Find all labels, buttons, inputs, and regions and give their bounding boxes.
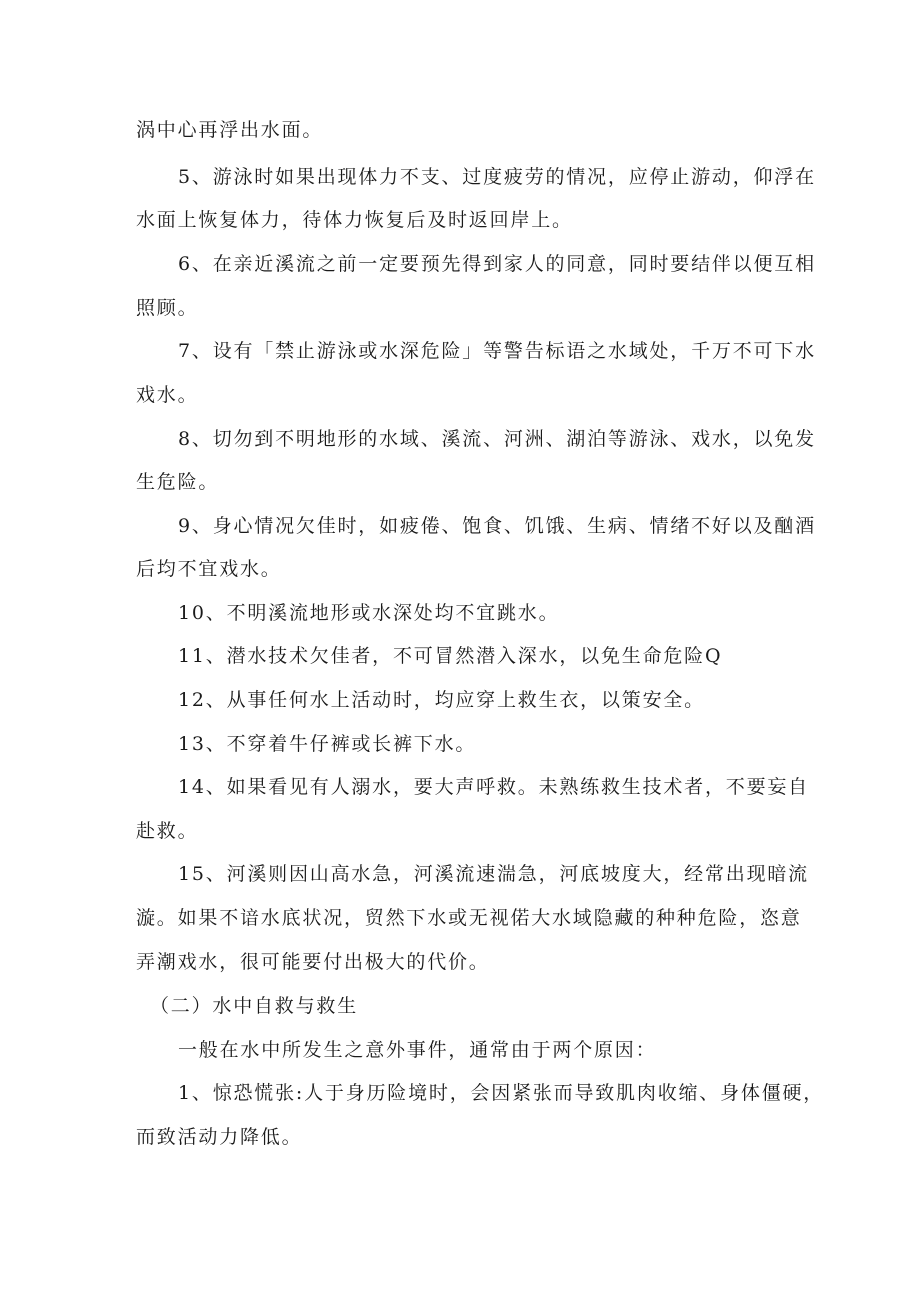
text-line: 后均不宜戏水。	[136, 558, 282, 580]
text-line: 9、身心情况欠佳时，如疲倦、饱食、饥饿、生病、情绪不好以及酗酒	[178, 515, 816, 537]
section-heading: （二）水中自救与救生	[150, 995, 359, 1017]
text-line: 而致活动力降低。	[136, 1126, 303, 1148]
text-line: 7、设有「禁止游泳或水深危险」等警告标语之水域处，千万不可下水	[178, 340, 816, 362]
text-line: 10、不明溪流地形或水深处均不宜跳水。	[178, 602, 560, 624]
text-line: 14、如果看见有人溺水，要大声呼救。未熟练救生技术者，不要妄自	[178, 776, 809, 798]
text-line: 15、河溪则因山高水急，河溪流速湍急，河底坡度大，经常出现暗流	[178, 863, 809, 885]
text-line: 照顾。	[136, 297, 199, 319]
text-line: 涡中心再浮出水面。	[136, 119, 324, 141]
text-line: 漩。如果不谙水底状况，贸然下水或无视偌大水域隐藏的种种危险，恣意	[136, 907, 802, 929]
text-line: 生危险。	[136, 471, 220, 493]
text-line: 13、不穿着牛仔裤或长裤下水。	[178, 733, 477, 755]
text-line: 1、惊恐慌张:人于身历险境时，会因紧张而导致肌肉收缩、身体僵硬，	[178, 1082, 825, 1104]
text-line: 赴救。	[136, 820, 199, 842]
text-line: 5、游泳时如果出现体力不支、过度疲劳的情况，应停止游动，仰浮在	[178, 166, 816, 188]
text-line: 戏水。	[136, 384, 199, 406]
text-line: 11、潜水技术欠佳者，不可冒然潜入深水，以免生命危险Q	[178, 645, 723, 667]
text-line: 水面上恢复体力，待体力恢复后及时返回岸上。	[136, 209, 573, 231]
text-line: 一般在水中所发生之意外事件，通常由于两个原因：	[178, 1039, 657, 1061]
text-line: 6、在亲近溪流之前一定要预先得到家人的同意，同时要结伴以便互相	[178, 253, 816, 275]
text-line: 12、从事任何水上活动时，均应穿上救生衣，以策安全。	[178, 689, 705, 711]
text-line: 8、切勿到不明地形的水域、溪流、河洲、湖泊等游泳、戏水，以免发	[178, 428, 816, 450]
text-line: 弄潮戏水，很可能要付出极大的代价。	[136, 951, 490, 973]
